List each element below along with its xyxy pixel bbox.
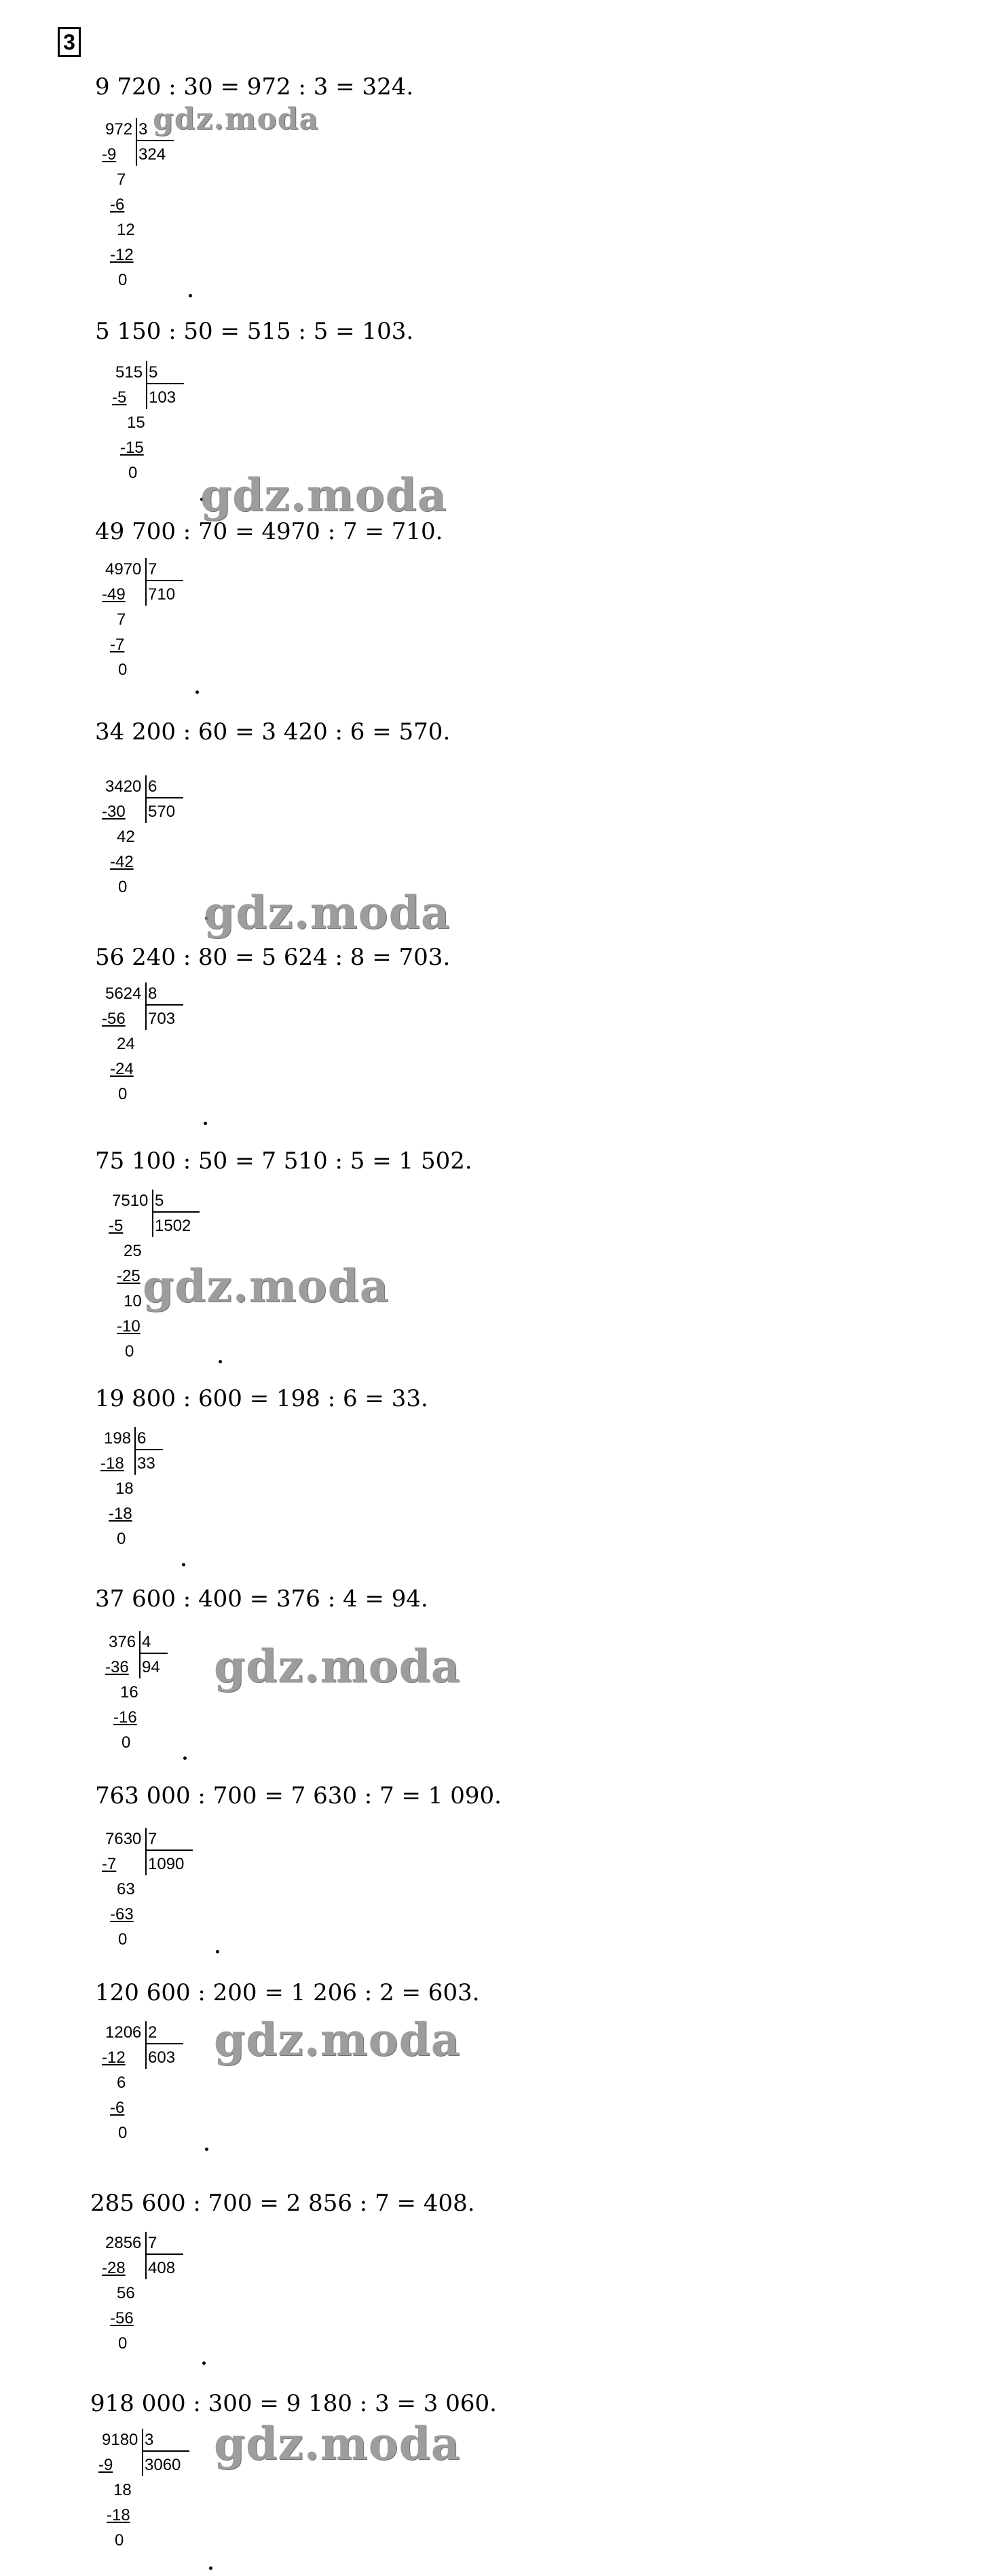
dividend: 4970 [105, 560, 142, 578]
dividend: 2856 [105, 2234, 142, 2252]
division-step: 0 [121, 1733, 131, 1752]
equation-line: 34 200 : 60 = 3 420 : 6 = 570. [95, 718, 451, 746]
period-mark [216, 1950, 219, 1953]
division-step: 6 [117, 2074, 126, 2092]
division-bar [145, 2232, 147, 2279]
division-step: -16 [113, 1708, 137, 1727]
watermark: gdz.moda [214, 2417, 461, 2470]
dividend: 198 [104, 1429, 132, 1448]
quotient-bar [145, 1004, 183, 1006]
quotient: 703 [148, 1010, 176, 1028]
division-step: -7 [102, 1855, 117, 1873]
division-step: -5 [112, 388, 127, 407]
division-step: 7 [117, 610, 126, 629]
quotient: 324 [138, 145, 166, 164]
watermark: gdz.moda [143, 1259, 390, 1312]
division-step: 24 [117, 1035, 135, 1053]
division-step: 0 [125, 1342, 134, 1361]
division-step: -5 [109, 1217, 124, 1235]
quotient: 1090 [148, 1855, 185, 1873]
equation-line: 19 800 : 600 = 198 : 6 = 33. [95, 1385, 428, 1412]
divisor: 7 [148, 560, 157, 578]
period-mark [219, 1360, 222, 1363]
period-mark [204, 1122, 207, 1125]
division-step: 0 [118, 2334, 128, 2353]
division-bar [142, 2429, 143, 2476]
watermark: gdz.moda [200, 468, 447, 521]
quotient-bar [145, 2253, 183, 2255]
quotient: 710 [148, 585, 176, 604]
period-mark [183, 1756, 187, 1760]
division-step: -18 [107, 2506, 130, 2524]
division-step: -42 [110, 853, 134, 871]
equation-line: 120 600 : 200 = 1 206 : 2 = 603. [95, 1979, 480, 2006]
quotient-bar [139, 1653, 168, 1654]
division-bar [145, 1828, 147, 1875]
division-step: -6 [110, 196, 125, 214]
division-step: -49 [102, 585, 126, 604]
quotient-bar [145, 580, 183, 581]
equation-line: 5 150 : 50 = 515 : 5 = 103. [95, 318, 414, 345]
divisor: 6 [137, 1429, 147, 1448]
quotient: 33 [137, 1454, 155, 1473]
divisor: 7 [148, 2234, 157, 2252]
division-step: -12 [110, 246, 134, 264]
division-step: -25 [117, 1267, 141, 1285]
division-bar [139, 1631, 141, 1678]
divisor: 7 [148, 1830, 157, 1848]
division-step: -10 [117, 1317, 141, 1336]
division-step: -9 [102, 145, 117, 164]
division-step: 63 [117, 1880, 135, 1898]
dividend: 972 [105, 120, 133, 139]
division-step: 0 [118, 271, 128, 289]
division-step: 0 [118, 878, 128, 896]
dividend: 515 [115, 363, 143, 382]
division-step: 0 [118, 1930, 128, 1949]
division-step: -24 [110, 1060, 134, 1078]
division-bar [145, 775, 147, 823]
division-step: 18 [113, 2481, 132, 2499]
period-mark [205, 2148, 208, 2151]
division-step: 0 [118, 661, 128, 679]
division-step: 10 [124, 1292, 142, 1310]
division-bar [146, 361, 147, 409]
division-step: -18 [109, 1505, 132, 1523]
dividend: 7630 [105, 1830, 142, 1848]
equation-line: 56 240 : 80 = 5 624 : 8 = 703. [95, 944, 451, 971]
division-step: 0 [115, 2531, 124, 2550]
quotient: 408 [148, 2259, 176, 2277]
equation-line: 9 720 : 30 = 972 : 3 = 324. [95, 73, 414, 100]
division-step: -9 [98, 2456, 113, 2474]
division-step: 18 [115, 1479, 134, 1498]
dividend: 1206 [105, 2023, 142, 2042]
division-step: 42 [117, 828, 135, 846]
division-step: 0 [118, 2124, 128, 2142]
divisor: 5 [155, 1192, 164, 1210]
watermark: gdz.moda [214, 2013, 461, 2066]
division-step: 0 [117, 1530, 126, 1548]
division-step: -7 [110, 636, 125, 654]
division-bar [152, 1190, 153, 1237]
divisor: 5 [149, 363, 158, 382]
quotient: 570 [148, 803, 176, 821]
division-step: -15 [120, 439, 144, 457]
division-step: 0 [128, 464, 138, 482]
divisor: 4 [142, 1633, 151, 1651]
equation-line: 285 600 : 700 = 2 856 : 7 = 408. [90, 2190, 475, 2217]
period-mark [182, 1563, 185, 1566]
division-bar [136, 118, 137, 166]
divisor: 2 [148, 2023, 157, 2042]
division-step: -56 [102, 1010, 126, 1028]
dividend: 376 [109, 1633, 136, 1651]
quotient: 3060 [145, 2456, 181, 2474]
division-step: -63 [110, 1905, 134, 1924]
division-step: 25 [124, 1242, 142, 1260]
division-step: -18 [100, 1454, 124, 1473]
watermark: gdz.moda [153, 102, 320, 136]
dividend: 5624 [105, 985, 142, 1003]
quotient-bar [152, 1211, 200, 1213]
division-step: -12 [102, 2048, 126, 2067]
division-step: -56 [110, 2309, 134, 2327]
dividend: 7510 [112, 1192, 149, 1210]
divisor: 8 [148, 985, 157, 1003]
division-step: -30 [102, 803, 126, 821]
division-bar [145, 2021, 147, 2069]
quotient-bar [145, 2043, 183, 2044]
quotient-bar [136, 140, 174, 141]
watermark: gdz.moda [214, 1640, 461, 1693]
divisor: 3 [138, 120, 148, 139]
quotient: 1502 [155, 1217, 191, 1235]
division-step: 7 [117, 170, 126, 189]
division-step: -6 [110, 2099, 125, 2117]
quotient-bar [145, 1850, 193, 1851]
quotient-bar [134, 1449, 163, 1450]
equation-line: 75 100 : 50 = 7 510 : 5 = 1 502. [95, 1147, 472, 1175]
division-bar [134, 1427, 136, 1475]
quotient: 603 [148, 2048, 176, 2067]
division-step: 0 [118, 1085, 128, 1103]
watermark: gdz.moda [204, 886, 451, 939]
dividend: 9180 [102, 2431, 138, 2449]
divisor: 6 [148, 777, 157, 796]
equation-line: 37 600 : 400 = 376 : 4 = 94. [95, 1585, 428, 1613]
equation-line: 763 000 : 700 = 7 630 : 7 = 1 090. [95, 1782, 502, 1809]
division-step: -36 [105, 1658, 129, 1676]
division-step: 12 [117, 221, 135, 239]
division-bar [145, 982, 147, 1030]
quotient-bar [142, 2450, 189, 2452]
period-mark [202, 2361, 206, 2365]
period-mark [209, 2566, 212, 2570]
divisor: 3 [145, 2431, 154, 2449]
period-mark [189, 294, 192, 297]
equation-line: 49 700 : 70 = 4970 : 7 = 710. [95, 518, 443, 545]
quotient: 94 [142, 1658, 160, 1676]
task-number-badge: 3 [58, 27, 81, 57]
period-mark [195, 691, 199, 694]
division-bar [145, 558, 147, 606]
quotient-bar [145, 797, 183, 798]
dividend: 3420 [105, 777, 142, 796]
division-step: -28 [102, 2259, 126, 2277]
quotient: 103 [149, 388, 176, 407]
division-step: 16 [120, 1683, 138, 1701]
division-step: 15 [127, 413, 145, 432]
equation-line: 918 000 : 300 = 9 180 : 3 = 3 060. [90, 2390, 497, 2417]
quotient-bar [146, 383, 184, 384]
division-step: 56 [117, 2284, 135, 2302]
